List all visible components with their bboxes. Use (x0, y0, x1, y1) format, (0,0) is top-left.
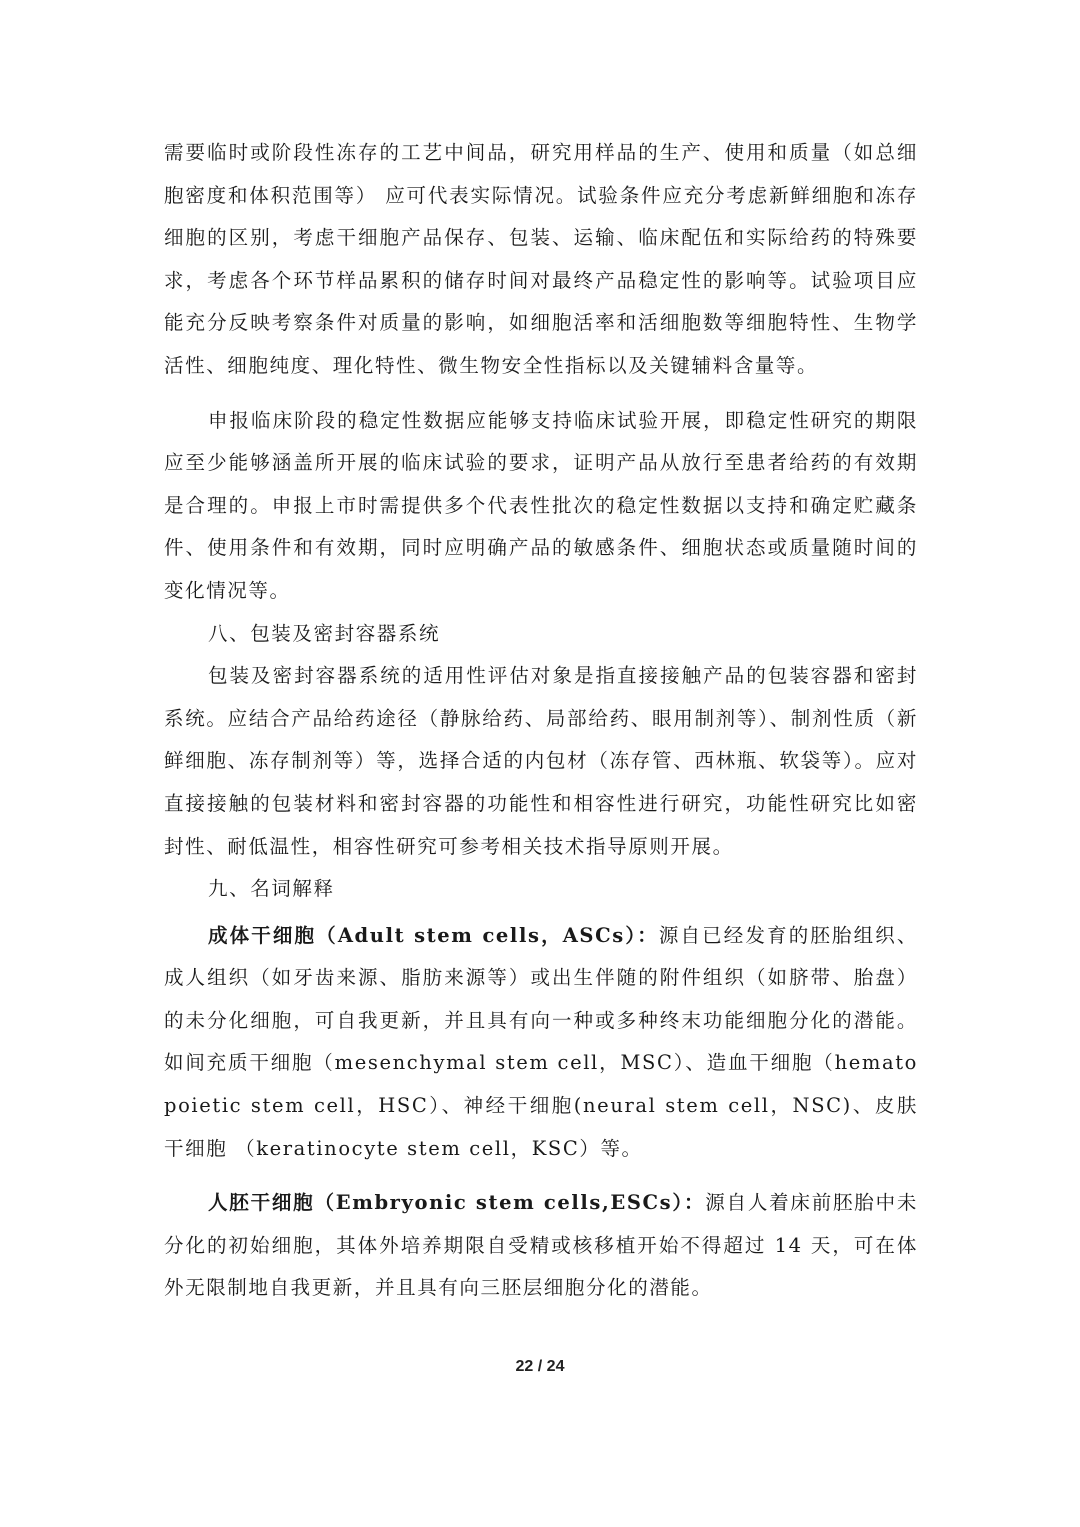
glossary-term: 人胚干细胞（Embryonic stem cells,ESCs）： (208, 1191, 706, 1215)
paragraph-stability-data: 申报临床阶段的稳定性数据应能够支持临床试验开展，即稳定性研究的期限应至少能够涵盖所开展的临床试验的要求，证明产品从放行至患者给药的有效期是合理的。申报上市时需提供多个代表性批次的稳定性数据以支持和确定贮藏条件、使用条件和有效期，同时应明确产品的敏感条件、细胞状态或质量随时间的变化情况等。 (164, 408, 918, 602)
paragraph-packaging: 包装及密封容器系统的适用性评估对象是指直接接触产品的包装容器和密封系统。应结合产品给药途径（静脉给药、局部给药、眼用制剂等）、制剂性质（新鲜细胞、冻存制剂等）等，选择合适的内包材（冻存管、西林瓶、软袋等）。应对直接接触的包装材料和密封容器的功能性和相容性进行研究，功能性研究比如密封性、耐低温性，相容性研究可参考相关技术指导原则开展。 (164, 664, 918, 858)
glossary-entry-embryonic-stem-cells (164, 1182, 918, 1310)
page-content (164, 132, 918, 1310)
page-number: 22 / 24 (515, 1358, 565, 1375)
section-heading-packaging: 八、包装及密封容器系统 (208, 621, 441, 645)
glossary-definition: 源自人着床前胚胎中未分化的初始细胞，其体外培养期限自受精或核移植开始不得超过 14 天，可在体外无限制地自我更新，并且具有向三胚层细胞分化的潜能。 (164, 1191, 918, 1300)
glossary-definition: 源自已经发育的胚胎组织、成人组织（如牙齿来源、脂肪来源等）或出生伴随的附件组织（如脐带、胎盘）的未分化细胞，可自我更新，并且具有向一种或多种终末功能细胞分化的潜能。如间充质干细胞（mesenchymal stem cell，MSC）、造血干细胞（hematopoietic stem cell，HSC）、神经干细胞(neural stem cell，NSC)、皮肤干细胞 （keratinocyte stem cell，KSC）等。 (164, 923, 918, 1160)
section-heading-glossary: 九、名词解释 (208, 877, 335, 901)
glossary-term: 成体干细胞（Adult stem cells，ASCs）： (208, 923, 659, 947)
paragraph-stability-conditions: 需要临时或阶段性冻存的工艺中间品，研究用样品的生产、使用和质量（如总细胞密度和体积范围等） 应可代表实际情况。试验条件应充分考虑新鲜细胞和冻存细胞的区别，考虑干细胞产品保存、包装、运输、临床配伍和实际给药的特殊要求，考虑各个环节样品累积的储存时间对最终产品稳定性的影响等。试验项目应能充分反映考察条件对质量的影响，如细胞活率和活细胞数等细胞特性、生物学活性、细胞纯度、理化特性、微生物安全性指标以及关键辅料含量等。 (164, 141, 918, 377)
glossary-entry-adult-stem-cells (164, 915, 918, 1171)
